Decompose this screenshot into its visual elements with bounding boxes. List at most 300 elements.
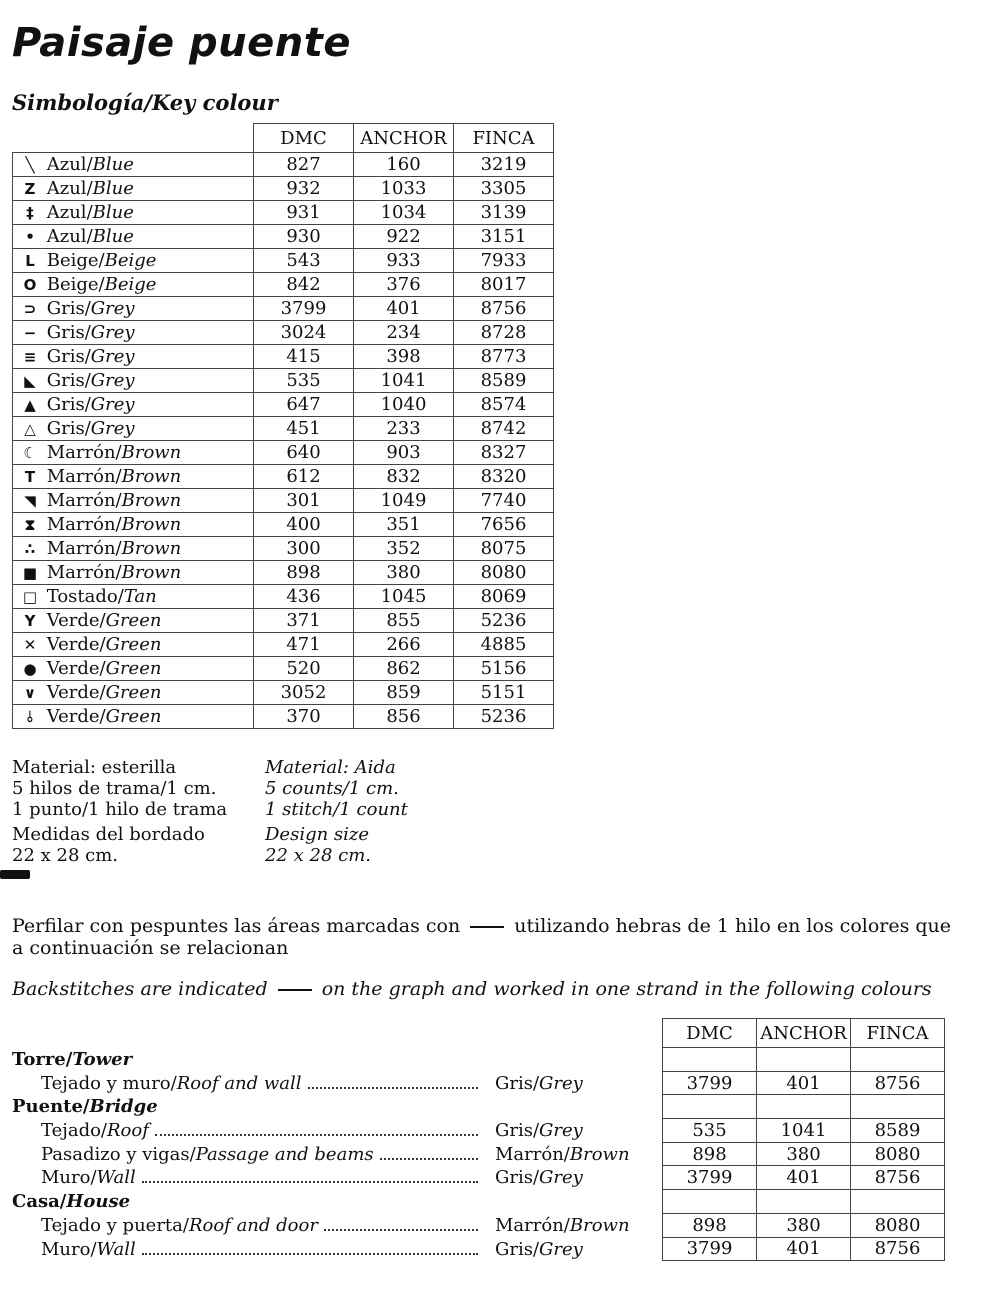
color-name-en: Green	[105, 658, 162, 679]
backstitch-item-label	[41, 1073, 478, 1094]
key-color-name	[13, 321, 254, 345]
thread-color-en: Grey	[539, 1238, 583, 1260]
material-en-block	[265, 757, 408, 866]
blank-cell	[851, 1095, 945, 1119]
color-name-en: Brown	[121, 466, 182, 487]
backstitch-finca-value: 8080	[851, 1142, 945, 1166]
backstitch-thread-color	[495, 1119, 583, 1143]
color-name-es: Marrón/	[46, 442, 122, 463]
stitch-symbol: •	[25, 228, 35, 246]
key-anchor-value: 922	[354, 225, 454, 249]
material-es-line: Medidas del bordado	[12, 824, 205, 845]
backstitch-line-symbol	[470, 926, 504, 928]
backstitch-item	[12, 1143, 652, 1167]
key-finca-value: 7656	[454, 513, 554, 537]
color-name-es: Gris/	[46, 322, 91, 343]
key-finca-value: 8574	[454, 393, 554, 417]
key-row	[13, 705, 554, 729]
key-color-name	[13, 273, 254, 297]
color-name-es: Gris/	[46, 370, 91, 391]
stitch-symbol: □	[22, 588, 38, 606]
group-name-en: Bridge	[89, 1096, 158, 1118]
material-es-line: 1 punto/1 hilo de trama	[12, 799, 228, 820]
backstitch-thread-color	[495, 1166, 583, 1190]
key-color-name	[13, 153, 254, 177]
key-anchor-value: 862	[354, 657, 454, 681]
key-row	[13, 537, 554, 561]
key-row	[13, 345, 554, 369]
key-row	[13, 633, 554, 657]
item-name-en: Passage and beams	[195, 1143, 374, 1165]
stitch-symbol: △	[24, 420, 36, 438]
material-en-line: Design size	[265, 824, 370, 845]
key-finca-value: 7933	[454, 249, 554, 273]
thread-color-en: Brown	[569, 1143, 630, 1165]
key-row	[13, 369, 554, 393]
key-dmc-value: 931	[254, 201, 354, 225]
key-finca-value: 8075	[454, 537, 554, 561]
color-name-en: Brown	[121, 538, 182, 559]
key-dmc-value: 520	[254, 657, 354, 681]
key-header-anchor: ANCHOR	[354, 124, 454, 153]
backstitch-finca-value: 8080	[851, 1213, 945, 1237]
key-color-name	[13, 633, 254, 657]
backstitch-en-text-b: on the graph and worked in one strand in the following colours	[321, 978, 932, 1000]
backstitch-item-label	[41, 1167, 478, 1188]
dot-leader	[142, 1169, 478, 1183]
key-anchor-value: 376	[354, 273, 454, 297]
blank-cell	[663, 1190, 757, 1214]
key-finca-value: 7740	[454, 489, 554, 513]
backstitch-dmc-value: 898	[663, 1213, 757, 1237]
key-dmc-value: 827	[254, 153, 354, 177]
backstitch-table-row	[663, 1237, 945, 1261]
backstitch-table-blank-row	[663, 1190, 945, 1214]
key-anchor-value: 233	[354, 417, 454, 441]
key-color-name	[13, 705, 254, 729]
key-anchor-value: 398	[354, 345, 454, 369]
key-dmc-value: 932	[254, 177, 354, 201]
key-finca-value: 3219	[454, 153, 554, 177]
stitch-symbol: ◣	[24, 372, 36, 390]
material-en-line: 1 stitch/1 count	[265, 799, 408, 820]
key-row	[13, 393, 554, 417]
color-name-es: Gris/	[46, 346, 91, 367]
backstitch-instructions-es	[12, 915, 962, 959]
group-name-en: Tower	[72, 1049, 133, 1070]
key-finca-value: 8327	[454, 441, 554, 465]
material-es-line: 22 x 28 cm.	[12, 845, 118, 866]
backstitch-item-label	[41, 1215, 478, 1236]
stitch-symbol: ⫰	[26, 708, 34, 726]
key-anchor-value: 266	[354, 633, 454, 657]
blank-cell	[663, 1095, 757, 1119]
key-heading-en: Key colour	[151, 90, 278, 115]
key-header-finca: FINCA	[454, 124, 554, 153]
key-anchor-value: 401	[354, 297, 454, 321]
material-en-line: 5 counts/1 cm.	[265, 778, 399, 799]
key-finca-value: 8742	[454, 417, 554, 441]
group-name-es: Casa/	[12, 1191, 67, 1213]
key-heading-es: Simbología/	[12, 90, 152, 115]
item-name-es: Tejado y puerta/	[41, 1214, 189, 1236]
key-anchor-value: 1041	[354, 369, 454, 393]
key-row	[13, 321, 554, 345]
stitch-symbol: ✕	[23, 636, 37, 654]
stitch-symbol: Y	[24, 612, 36, 630]
key-row	[13, 657, 554, 681]
color-name-en: Blue	[92, 178, 134, 199]
stitch-symbol: L	[25, 252, 35, 270]
backstitch-en-text-a: Backstitches are indicated	[12, 978, 268, 1000]
color-name-es: Marrón/	[46, 562, 122, 583]
color-name-en: Grey	[90, 418, 135, 439]
key-dmc-value: 612	[254, 465, 354, 489]
key-dmc-value: 471	[254, 633, 354, 657]
backstitch-thread-color	[495, 1238, 583, 1262]
stitch-symbol: T	[24, 468, 36, 486]
backstitch-instructions-en	[12, 978, 962, 1000]
backstitch-anchor-value: 401	[757, 1166, 851, 1190]
key-finca-value: 8728	[454, 321, 554, 345]
stitch-symbol: ▲	[24, 396, 36, 414]
color-name-en: Blue	[92, 202, 134, 223]
page-title: Paisaje puente	[12, 20, 351, 66]
key-color-name	[13, 393, 254, 417]
key-dmc-value: 436	[254, 585, 354, 609]
key-row	[13, 561, 554, 585]
key-finca-value: 8069	[454, 585, 554, 609]
key-anchor-value: 859	[354, 681, 454, 705]
stitch-symbol: ∨	[23, 684, 37, 702]
key-dmc-value: 3052	[254, 681, 354, 705]
group-name-es: Puente/	[12, 1096, 90, 1118]
key-anchor-value: 352	[354, 537, 454, 561]
key-color-name	[13, 465, 254, 489]
key-dmc-value: 301	[254, 489, 354, 513]
key-finca-value: 5236	[454, 609, 554, 633]
key-color-name	[13, 201, 254, 225]
color-key-table	[12, 123, 554, 729]
backstitch-dmc-value: 3799	[663, 1237, 757, 1261]
item-name-es: Muro/	[41, 1238, 97, 1260]
color-name-en: Brown	[121, 514, 182, 535]
item-name-en: Roof and door	[188, 1214, 318, 1236]
key-dmc-value: 451	[254, 417, 354, 441]
backstitch-finca-value: 8756	[851, 1237, 945, 1261]
thread-color-es: Gris/	[495, 1167, 540, 1189]
item-name-es: Pasadizo y vigas/	[41, 1143, 196, 1165]
key-row	[13, 153, 554, 177]
thread-color-es: Marrón/	[495, 1143, 570, 1165]
thread-color-en: Grey	[539, 1072, 583, 1094]
blank-cell	[851, 1190, 945, 1214]
blank-cell	[757, 1190, 851, 1214]
blank-cell	[757, 1095, 851, 1119]
key-dmc-value: 415	[254, 345, 354, 369]
color-name-es: Verde/	[46, 634, 106, 655]
color-name-en: Green	[105, 682, 162, 703]
backstitch-anchor-value: 380	[757, 1142, 851, 1166]
backstitch-item	[12, 1166, 652, 1190]
backstitch-group-heading	[12, 1048, 652, 1072]
key-row	[13, 681, 554, 705]
backstitch-es-text-b: utilizando hebras de 1 hilo en los colores que a continuación se relacionan	[12, 915, 952, 959]
color-name-es: Marrón/	[46, 538, 122, 559]
key-table-body	[13, 153, 554, 729]
key-dmc-value: 842	[254, 273, 354, 297]
key-dmc-value: 400	[254, 513, 354, 537]
thread-color-en: Grey	[539, 1120, 583, 1142]
key-finca-value: 3139	[454, 201, 554, 225]
key-row	[13, 609, 554, 633]
key-anchor-value: 832	[354, 465, 454, 489]
key-color-name	[13, 249, 254, 273]
key-color-name	[13, 345, 254, 369]
backstitch-table-blank-row	[663, 1095, 945, 1119]
blank-cell	[757, 1048, 851, 1072]
backstitch-table-body	[663, 1048, 945, 1261]
backstitch-color-table	[662, 1018, 945, 1261]
key-dmc-value: 930	[254, 225, 354, 249]
thread-color-en: Grey	[539, 1167, 583, 1189]
key-color-name	[13, 417, 254, 441]
thread-color-es: Gris/	[495, 1238, 540, 1260]
key-anchor-value: 1049	[354, 489, 454, 513]
color-name-en: Grey	[90, 346, 135, 367]
key-anchor-value: 351	[354, 513, 454, 537]
item-name-es: Muro/	[41, 1167, 97, 1189]
color-name-en: Blue	[92, 226, 134, 247]
material-es-line: 5 hilos de trama/1 cm.	[12, 778, 217, 799]
key-row	[13, 201, 554, 225]
blank-cell	[851, 1048, 945, 1072]
color-name-en: Beige	[104, 250, 157, 271]
key-row	[13, 177, 554, 201]
page-edge-mark	[0, 870, 30, 879]
color-name-es: Azul/	[46, 202, 93, 223]
key-color-name	[13, 441, 254, 465]
stitch-symbol: O	[23, 276, 37, 294]
key-dmc-value: 898	[254, 561, 354, 585]
key-row	[13, 489, 554, 513]
key-dmc-value: 3024	[254, 321, 354, 345]
color-name-es: Marrón/	[46, 490, 122, 511]
dot-leader	[380, 1146, 478, 1160]
color-name-es: Verde/	[46, 658, 106, 679]
key-anchor-value: 380	[354, 561, 454, 585]
backstitch-item	[12, 1214, 652, 1238]
key-color-name	[13, 177, 254, 201]
backstitch-thread-color	[495, 1214, 630, 1238]
key-anchor-value: 234	[354, 321, 454, 345]
backstitch-finca-value: 8589	[851, 1119, 945, 1143]
color-name-en: Green	[105, 634, 162, 655]
key-color-name	[13, 369, 254, 393]
key-finca-value: 8756	[454, 297, 554, 321]
key-finca-value: 5156	[454, 657, 554, 681]
backstitch-dmc-value: 898	[663, 1142, 757, 1166]
key-color-name	[13, 297, 254, 321]
key-color-name	[13, 609, 254, 633]
color-name-es: Tostado/	[46, 586, 124, 607]
backstitch-anchor-value: 380	[757, 1213, 851, 1237]
backstitch-group-heading	[12, 1095, 652, 1119]
dot-leader	[324, 1217, 478, 1231]
bs-header-dmc: DMC	[663, 1019, 757, 1048]
color-name-es: Gris/	[46, 418, 91, 439]
item-name-es: Tejado y muro/	[41, 1072, 177, 1094]
color-name-en: Tan	[123, 586, 157, 607]
backstitch-finca-value: 8756	[851, 1071, 945, 1095]
backstitch-thread-color	[495, 1072, 583, 1096]
key-row	[13, 297, 554, 321]
key-finca-value: 5236	[454, 705, 554, 729]
material-en-line: Material: Aida	[265, 757, 396, 778]
key-color-name	[13, 657, 254, 681]
color-name-en: Brown	[121, 490, 182, 511]
key-row	[13, 273, 554, 297]
thread-color-en: Brown	[569, 1214, 630, 1236]
item-name-en: Wall	[96, 1167, 136, 1189]
key-anchor-value: 1034	[354, 201, 454, 225]
color-name-en: Grey	[90, 322, 135, 343]
backstitch-item	[12, 1072, 652, 1096]
backstitch-es-text-a: Perfilar con pespuntes las áreas marcadas con	[12, 915, 461, 937]
backstitch-table-row	[663, 1142, 945, 1166]
group-name-es: Torre/	[12, 1049, 73, 1070]
stitch-symbol: ╲	[25, 156, 35, 174]
blank-cell	[663, 1048, 757, 1072]
backstitch-table-row	[663, 1166, 945, 1190]
stitch-symbol: ⧗	[24, 516, 36, 534]
key-anchor-value: 160	[354, 153, 454, 177]
key-row	[13, 585, 554, 609]
color-name-en: Grey	[90, 394, 135, 415]
backstitch-table-blank-row	[663, 1048, 945, 1072]
backstitch-anchor-value: 401	[757, 1071, 851, 1095]
backstitch-item	[12, 1119, 652, 1143]
key-dmc-value: 647	[254, 393, 354, 417]
backstitch-dmc-value: 535	[663, 1119, 757, 1143]
color-name-es: Verde/	[46, 610, 106, 631]
key-anchor-value: 1033	[354, 177, 454, 201]
stitch-symbol: ●	[23, 660, 37, 678]
color-name-es: Verde/	[46, 706, 106, 727]
backstitch-dmc-value: 3799	[663, 1071, 757, 1095]
key-finca-value: 8320	[454, 465, 554, 489]
thread-color-es: Gris/	[495, 1120, 540, 1142]
backstitch-table-header	[663, 1019, 945, 1048]
backstitch-thread-color	[495, 1143, 630, 1167]
stitch-symbol: −	[23, 324, 37, 342]
stitch-symbol: ■	[22, 564, 38, 582]
key-row	[13, 417, 554, 441]
key-header-dmc: DMC	[254, 124, 354, 153]
key-anchor-value: 903	[354, 441, 454, 465]
key-finca-value: 8773	[454, 345, 554, 369]
color-name-en: Brown	[121, 442, 182, 463]
color-name-es: Azul/	[46, 154, 93, 175]
backstitch-finca-value: 8756	[851, 1166, 945, 1190]
key-dmc-value: 640	[254, 441, 354, 465]
backstitch-group-heading	[12, 1190, 652, 1214]
stitch-symbol: ∴	[24, 540, 36, 558]
key-anchor-value: 855	[354, 609, 454, 633]
backstitch-item	[12, 1238, 652, 1262]
key-dmc-value: 3799	[254, 297, 354, 321]
backstitch-line-symbol	[278, 989, 312, 991]
thread-color-es: Marrón/	[495, 1214, 570, 1236]
key-row	[13, 513, 554, 537]
backstitch-table-row	[663, 1071, 945, 1095]
key-dmc-value: 300	[254, 537, 354, 561]
key-finca-value: 8589	[454, 369, 554, 393]
key-finca-value: 8080	[454, 561, 554, 585]
bs-header-finca: FINCA	[851, 1019, 945, 1048]
key-finca-value: 4885	[454, 633, 554, 657]
stitch-symbol: Z	[24, 180, 36, 198]
key-dmc-value: 543	[254, 249, 354, 273]
stitch-symbol: ‡	[26, 204, 34, 222]
key-header-blank	[13, 124, 254, 153]
color-name-en: Brown	[121, 562, 182, 583]
color-name-es: Beige/	[46, 274, 105, 295]
color-name-en: Blue	[92, 154, 134, 175]
color-name-es: Beige/	[46, 250, 105, 271]
color-name-es: Gris/	[46, 298, 91, 319]
item-name-es: Tejado/	[41, 1120, 107, 1142]
color-name-en: Beige	[104, 274, 157, 295]
backstitch-table-row	[663, 1119, 945, 1143]
stitch-symbol: ≡	[23, 348, 37, 366]
key-color-name	[13, 537, 254, 561]
key-color-name	[13, 513, 254, 537]
backstitch-table-row	[663, 1213, 945, 1237]
item-name-en: Roof and wall	[176, 1072, 302, 1094]
key-finca-value: 5151	[454, 681, 554, 705]
backstitch-anchor-value: 401	[757, 1237, 851, 1261]
key-anchor-value: 1040	[354, 393, 454, 417]
key-color-name	[13, 681, 254, 705]
color-name-es: Azul/	[46, 226, 93, 247]
key-table-header	[13, 124, 554, 153]
key-colour-heading	[12, 90, 278, 115]
key-color-name	[13, 225, 254, 249]
color-name-en: Grey	[90, 370, 135, 391]
backstitch-item-label	[41, 1144, 478, 1165]
color-name-es: Verde/	[46, 682, 106, 703]
color-name-es: Marrón/	[46, 514, 122, 535]
stitch-symbol: ◥	[24, 492, 36, 510]
key-finca-value: 8017	[454, 273, 554, 297]
key-dmc-value: 371	[254, 609, 354, 633]
key-dmc-value: 535	[254, 369, 354, 393]
color-name-en: Green	[105, 706, 162, 727]
key-row	[13, 465, 554, 489]
dot-leader	[155, 1122, 478, 1136]
thread-color-es: Gris/	[495, 1072, 540, 1094]
key-row	[13, 249, 554, 273]
dot-leader	[142, 1241, 478, 1255]
key-color-name	[13, 489, 254, 513]
key-anchor-value: 1045	[354, 585, 454, 609]
item-name-en: Roof	[107, 1120, 149, 1142]
stitch-symbol: ⊃	[23, 300, 37, 318]
group-name-en: House	[66, 1191, 131, 1213]
color-name-es: Gris/	[46, 394, 91, 415]
item-name-en: Wall	[96, 1238, 136, 1260]
